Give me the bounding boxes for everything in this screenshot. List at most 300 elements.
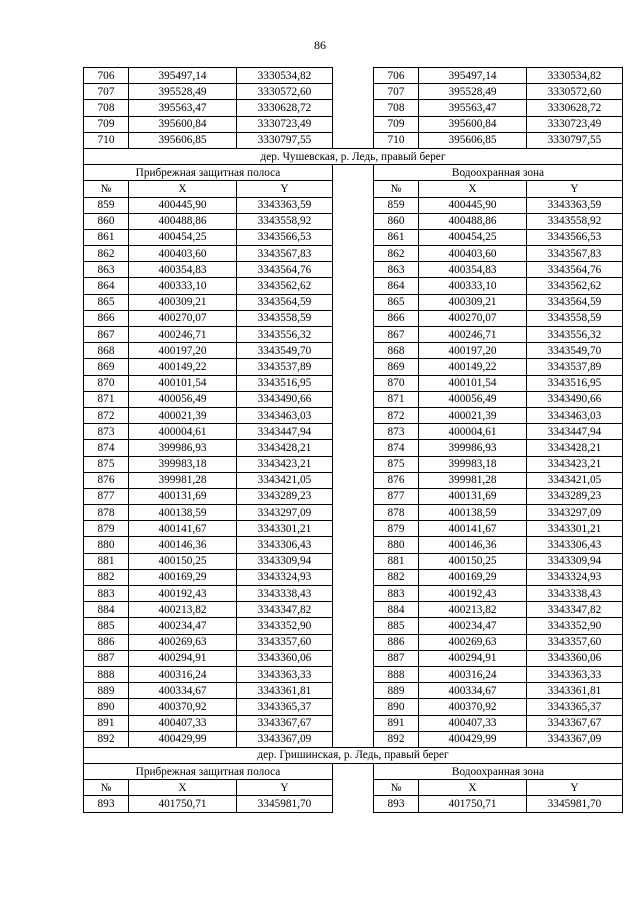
zone-title-row <box>84 165 623 181</box>
coord-x: 400138,59 <box>129 505 237 521</box>
coord-x: 400169,29 <box>129 569 237 585</box>
coord-y: 3343306,43 <box>527 537 623 553</box>
column-gap <box>333 359 374 375</box>
column-gap <box>333 165 374 181</box>
coord-x: 401750,71 <box>419 796 527 812</box>
coordinates-table-body <box>84 68 623 813</box>
column-gap <box>333 569 374 585</box>
coord-y: 3343490,66 <box>237 391 333 407</box>
coord-x: 400316,24 <box>419 666 527 682</box>
coord-x: 399981,28 <box>419 472 527 488</box>
point-number: 883 <box>374 586 419 602</box>
table-row <box>84 699 623 715</box>
coord-x: 400333,10 <box>129 278 237 294</box>
coord-x: 400454,25 <box>129 229 237 245</box>
table-row <box>84 586 623 602</box>
column-gap <box>333 472 374 488</box>
coord-x: 400149,22 <box>129 359 237 375</box>
column-gap <box>333 586 374 602</box>
column-gap <box>333 375 374 391</box>
point-number: 706 <box>84 68 129 84</box>
coord-x: 395563,47 <box>129 100 237 116</box>
point-number: 863 <box>374 262 419 278</box>
column-gap <box>333 715 374 731</box>
column-gap <box>333 666 374 682</box>
point-number: 869 <box>84 359 129 375</box>
point-number: 709 <box>84 116 129 132</box>
coord-x: 395497,14 <box>419 68 527 84</box>
table-row <box>84 343 623 359</box>
coord-x: 400138,59 <box>419 505 527 521</box>
coord-y: 3330723,49 <box>527 116 623 132</box>
point-number: 872 <box>84 407 129 423</box>
column-gap <box>333 262 374 278</box>
coord-y: 3343558,92 <box>237 213 333 229</box>
table-row <box>84 683 623 699</box>
section-title: дер. Гришинская, р. Ледь, правый берег <box>84 747 623 763</box>
coord-y: 3343566,53 <box>237 229 333 245</box>
coord-y: 3343301,21 <box>527 521 623 537</box>
table-row <box>84 488 623 504</box>
point-number: 884 <box>84 602 129 618</box>
coord-y: 3343297,09 <box>237 505 333 521</box>
table-row <box>84 229 623 245</box>
column-gap <box>333 278 374 294</box>
coord-y: 3345981,70 <box>237 796 333 812</box>
coord-y: 3343564,76 <box>237 262 333 278</box>
point-number: 861 <box>84 229 129 245</box>
column-gap <box>333 650 374 666</box>
header-x: X <box>419 181 527 197</box>
coord-x: 400149,22 <box>419 359 527 375</box>
coord-x: 400270,07 <box>129 310 237 326</box>
section-title-row <box>84 747 623 763</box>
point-number: 883 <box>84 586 129 602</box>
column-gap <box>333 310 374 326</box>
point-number: 890 <box>374 699 419 715</box>
point-number: 870 <box>374 375 419 391</box>
point-number: 707 <box>84 84 129 100</box>
coord-x: 400370,92 <box>129 699 237 715</box>
coord-x: 400454,25 <box>419 229 527 245</box>
coastal-strip-title: Прибрежная защитная полоса <box>84 764 333 780</box>
coord-y: 3330797,55 <box>237 132 333 148</box>
point-number: 887 <box>374 650 419 666</box>
coord-x: 400141,67 <box>129 521 237 537</box>
point-number: 885 <box>84 618 129 634</box>
coord-x: 400056,49 <box>129 391 237 407</box>
coord-y: 3330723,49 <box>237 116 333 132</box>
coord-x: 395563,47 <box>419 100 527 116</box>
point-number: 882 <box>84 569 129 585</box>
point-number: 861 <box>374 229 419 245</box>
table-row <box>84 715 623 731</box>
coord-y: 3343367,67 <box>527 715 623 731</box>
point-number: 876 <box>374 472 419 488</box>
coord-x: 400234,47 <box>129 618 237 634</box>
coord-x: 395497,14 <box>129 68 237 84</box>
coord-y: 3343428,21 <box>527 440 623 456</box>
coord-x: 395606,85 <box>419 132 527 148</box>
point-number: 888 <box>84 666 129 682</box>
table-row <box>84 375 623 391</box>
point-number: 868 <box>84 343 129 359</box>
coord-x: 400004,61 <box>419 424 527 440</box>
table-row <box>84 666 623 682</box>
coord-y: 3343324,93 <box>237 569 333 585</box>
coord-x: 399986,93 <box>419 440 527 456</box>
table-row <box>84 407 623 423</box>
coord-y: 3343361,81 <box>237 683 333 699</box>
table-row <box>84 68 623 84</box>
column-gap <box>333 424 374 440</box>
coord-x: 400316,24 <box>129 666 237 682</box>
point-number: 886 <box>374 634 419 650</box>
table-row <box>84 650 623 666</box>
column-gap <box>333 683 374 699</box>
column-gap <box>333 100 374 116</box>
header-number: № <box>84 181 129 197</box>
point-number: 882 <box>374 569 419 585</box>
coord-y: 3343297,09 <box>527 505 623 521</box>
coord-y: 3343558,59 <box>237 310 333 326</box>
coord-x: 400270,07 <box>419 310 527 326</box>
point-number: 860 <box>84 213 129 229</box>
table-row <box>84 537 623 553</box>
point-number: 867 <box>84 327 129 343</box>
header-number: № <box>374 181 419 197</box>
coord-x: 400004,61 <box>129 424 237 440</box>
coord-x: 399983,18 <box>129 456 237 472</box>
coord-y: 3343562,62 <box>527 278 623 294</box>
coord-y: 3343367,09 <box>237 731 333 747</box>
coord-x: 400294,91 <box>419 650 527 666</box>
coord-y: 3343367,67 <box>237 715 333 731</box>
point-number: 873 <box>84 424 129 440</box>
coord-x: 400445,90 <box>419 197 527 213</box>
coord-y: 3343338,43 <box>527 586 623 602</box>
header-x: X <box>129 780 237 796</box>
column-gap <box>333 407 374 423</box>
column-gap <box>333 618 374 634</box>
column-gap <box>333 440 374 456</box>
coord-y: 3330572,60 <box>527 84 623 100</box>
coord-y: 3345981,70 <box>527 796 623 812</box>
point-number: 872 <box>374 407 419 423</box>
coord-y: 3343363,59 <box>527 197 623 213</box>
coord-x: 400309,21 <box>129 294 237 310</box>
coord-y: 3343421,05 <box>237 472 333 488</box>
coord-y: 3343490,66 <box>527 391 623 407</box>
coord-y: 3343537,89 <box>237 359 333 375</box>
coord-y: 3343352,90 <box>527 618 623 634</box>
column-gap <box>333 116 374 132</box>
coord-x: 395600,84 <box>419 116 527 132</box>
coord-y: 3343360,06 <box>527 650 623 666</box>
table-row <box>84 553 623 569</box>
coord-x: 400021,39 <box>129 407 237 423</box>
point-number: 879 <box>374 521 419 537</box>
column-gap <box>333 521 374 537</box>
coord-y: 3343363,33 <box>527 666 623 682</box>
column-gap <box>333 132 374 148</box>
column-gap <box>333 327 374 343</box>
table-row <box>84 634 623 650</box>
table-row <box>84 456 623 472</box>
water-protection-zone-title: Водоохранная зона <box>374 165 623 181</box>
section-title: дер. Чушевская, р. Ледь, правый берег <box>84 148 623 164</box>
table-row <box>84 505 623 521</box>
coord-y: 3343361,81 <box>527 683 623 699</box>
point-number: 889 <box>374 683 419 699</box>
coord-y: 3343447,94 <box>527 424 623 440</box>
column-gap <box>333 294 374 310</box>
coord-x: 400354,83 <box>129 262 237 278</box>
coord-x: 400234,47 <box>419 618 527 634</box>
coord-x: 400429,99 <box>419 731 527 747</box>
coord-y: 3343363,59 <box>237 197 333 213</box>
coord-y: 3343423,21 <box>237 456 333 472</box>
water-protection-zone-title: Водоохранная зона <box>374 764 623 780</box>
column-gap <box>333 181 374 197</box>
table-row <box>84 246 623 262</box>
point-number: 863 <box>84 262 129 278</box>
coastal-strip-title: Прибрежная защитная полоса <box>84 165 333 181</box>
coord-x: 399983,18 <box>419 456 527 472</box>
coord-y: 3343289,23 <box>527 488 623 504</box>
table-row <box>84 424 623 440</box>
header-y: Y <box>237 780 333 796</box>
coord-y: 3343516,95 <box>237 375 333 391</box>
coord-x: 399986,93 <box>129 440 237 456</box>
coord-x: 400333,10 <box>419 278 527 294</box>
table-row <box>84 197 623 213</box>
coord-x: 400403,60 <box>419 246 527 262</box>
header-number: № <box>374 780 419 796</box>
coord-x: 400213,82 <box>129 602 237 618</box>
point-number: 877 <box>84 488 129 504</box>
coord-y: 3343365,37 <box>527 699 623 715</box>
column-gap <box>333 84 374 100</box>
coord-y: 3330628,72 <box>237 100 333 116</box>
coord-y: 3343363,33 <box>237 666 333 682</box>
point-number: 884 <box>374 602 419 618</box>
point-number: 874 <box>84 440 129 456</box>
column-gap <box>333 197 374 213</box>
coord-x: 395528,49 <box>129 84 237 100</box>
coord-x: 400334,67 <box>129 683 237 699</box>
coord-y: 3330534,82 <box>237 68 333 84</box>
point-number: 706 <box>374 68 419 84</box>
coord-y: 3343347,82 <box>237 602 333 618</box>
coord-x: 400131,69 <box>419 488 527 504</box>
table-row <box>84 359 623 375</box>
point-number: 885 <box>374 618 419 634</box>
point-number: 865 <box>84 294 129 310</box>
point-number: 709 <box>374 116 419 132</box>
point-number: 891 <box>374 715 419 731</box>
header-x: X <box>129 181 237 197</box>
coord-x: 400246,71 <box>419 327 527 343</box>
coord-y: 3343558,92 <box>527 213 623 229</box>
point-number: 870 <box>84 375 129 391</box>
coord-y: 3343357,60 <box>237 634 333 650</box>
header-y: Y <box>527 181 623 197</box>
coord-x: 400488,86 <box>419 213 527 229</box>
coord-y: 3343352,90 <box>237 618 333 634</box>
coord-y: 3343558,59 <box>527 310 623 326</box>
coord-x: 400101,54 <box>129 375 237 391</box>
point-number: 878 <box>84 505 129 521</box>
point-number: 880 <box>374 537 419 553</box>
point-number: 866 <box>84 310 129 326</box>
point-number: 859 <box>374 197 419 213</box>
point-number: 879 <box>84 521 129 537</box>
coord-x: 395606,85 <box>129 132 237 148</box>
coord-x: 400407,33 <box>419 715 527 731</box>
point-number: 886 <box>84 634 129 650</box>
coord-y: 3343463,03 <box>237 407 333 423</box>
coord-x: 400246,71 <box>129 327 237 343</box>
table-row <box>84 84 623 100</box>
coord-y: 3343301,21 <box>237 521 333 537</box>
coord-y: 3343421,05 <box>527 472 623 488</box>
coord-x: 400141,67 <box>419 521 527 537</box>
coord-y: 3343324,93 <box>527 569 623 585</box>
point-number: 707 <box>374 84 419 100</box>
column-gap <box>333 731 374 747</box>
column-gap <box>333 796 374 812</box>
column-gap <box>333 391 374 407</box>
coord-x: 400021,39 <box>419 407 527 423</box>
table-row <box>84 310 623 326</box>
coord-x: 400294,91 <box>129 650 237 666</box>
zone-title-row <box>84 764 623 780</box>
coord-x: 400056,49 <box>419 391 527 407</box>
header-y: Y <box>527 780 623 796</box>
coord-y: 3343365,37 <box>237 699 333 715</box>
header-number: № <box>84 780 129 796</box>
point-number: 710 <box>374 132 419 148</box>
coord-x: 400407,33 <box>129 715 237 731</box>
coordinates-table <box>83 67 623 813</box>
column-gap <box>333 246 374 262</box>
coord-x: 400429,99 <box>129 731 237 747</box>
coord-y: 3343556,32 <box>237 327 333 343</box>
table-row <box>84 391 623 407</box>
coord-y: 3330628,72 <box>527 100 623 116</box>
coord-y: 3343360,06 <box>237 650 333 666</box>
point-number: 875 <box>84 456 129 472</box>
point-number: 862 <box>84 246 129 262</box>
coord-x: 400334,67 <box>419 683 527 699</box>
point-number: 868 <box>374 343 419 359</box>
column-gap <box>333 68 374 84</box>
point-number: 880 <box>84 537 129 553</box>
coord-y: 3343347,82 <box>527 602 623 618</box>
coord-x: 400213,82 <box>419 602 527 618</box>
point-number: 862 <box>374 246 419 262</box>
table-row <box>84 100 623 116</box>
coord-x: 400370,92 <box>419 699 527 715</box>
coord-x: 399981,28 <box>129 472 237 488</box>
point-number: 869 <box>374 359 419 375</box>
coord-y: 3343564,59 <box>527 294 623 310</box>
coord-y: 3343338,43 <box>237 586 333 602</box>
coord-y: 3343289,23 <box>237 488 333 504</box>
coord-y: 3343564,59 <box>237 294 333 310</box>
point-number: 889 <box>84 683 129 699</box>
point-number: 860 <box>374 213 419 229</box>
point-number: 893 <box>374 796 419 812</box>
coord-y: 3343423,21 <box>527 456 623 472</box>
point-number: 878 <box>374 505 419 521</box>
coord-y: 3330797,55 <box>527 132 623 148</box>
point-number: 890 <box>84 699 129 715</box>
table-row <box>84 618 623 634</box>
point-number: 867 <box>374 327 419 343</box>
table-row <box>84 132 623 148</box>
coord-x: 400150,25 <box>419 553 527 569</box>
coord-y: 3343306,43 <box>237 537 333 553</box>
coord-y: 3343463,03 <box>527 407 623 423</box>
point-number: 881 <box>374 553 419 569</box>
column-gap <box>333 602 374 618</box>
coord-y: 3343309,94 <box>237 553 333 569</box>
coord-x: 400169,29 <box>419 569 527 585</box>
coord-x: 401750,71 <box>129 796 237 812</box>
point-number: 710 <box>84 132 129 148</box>
header-y: Y <box>237 181 333 197</box>
coord-y: 3343566,53 <box>527 229 623 245</box>
coord-x: 400403,60 <box>129 246 237 262</box>
column-gap <box>333 780 374 796</box>
point-number: 888 <box>374 666 419 682</box>
point-number: 859 <box>84 197 129 213</box>
point-number: 865 <box>374 294 419 310</box>
coord-y: 3330534,82 <box>527 68 623 84</box>
coord-y: 3343309,94 <box>527 553 623 569</box>
coord-y: 3343549,70 <box>527 343 623 359</box>
table-row <box>84 294 623 310</box>
table-row <box>84 116 623 132</box>
section-title-row <box>84 148 623 164</box>
point-number: 877 <box>374 488 419 504</box>
point-number: 893 <box>84 796 129 812</box>
column-gap <box>333 553 374 569</box>
column-gap <box>333 456 374 472</box>
coord-x: 400269,63 <box>129 634 237 650</box>
coord-x: 395528,49 <box>419 84 527 100</box>
column-gap <box>333 343 374 359</box>
column-gap <box>333 764 374 780</box>
point-number: 708 <box>84 100 129 116</box>
coord-y: 3343357,60 <box>527 634 623 650</box>
coord-x: 400146,36 <box>419 537 527 553</box>
point-number: 864 <box>374 278 419 294</box>
point-number: 892 <box>84 731 129 747</box>
point-number: 871 <box>84 391 129 407</box>
coord-x: 400197,20 <box>419 343 527 359</box>
column-gap <box>333 229 374 245</box>
coord-y: 3343556,32 <box>527 327 623 343</box>
coord-y: 3330572,60 <box>237 84 333 100</box>
column-gap <box>333 213 374 229</box>
column-gap <box>333 537 374 553</box>
coord-y: 3343549,70 <box>237 343 333 359</box>
column-header-row <box>84 780 623 796</box>
table-row <box>84 213 623 229</box>
